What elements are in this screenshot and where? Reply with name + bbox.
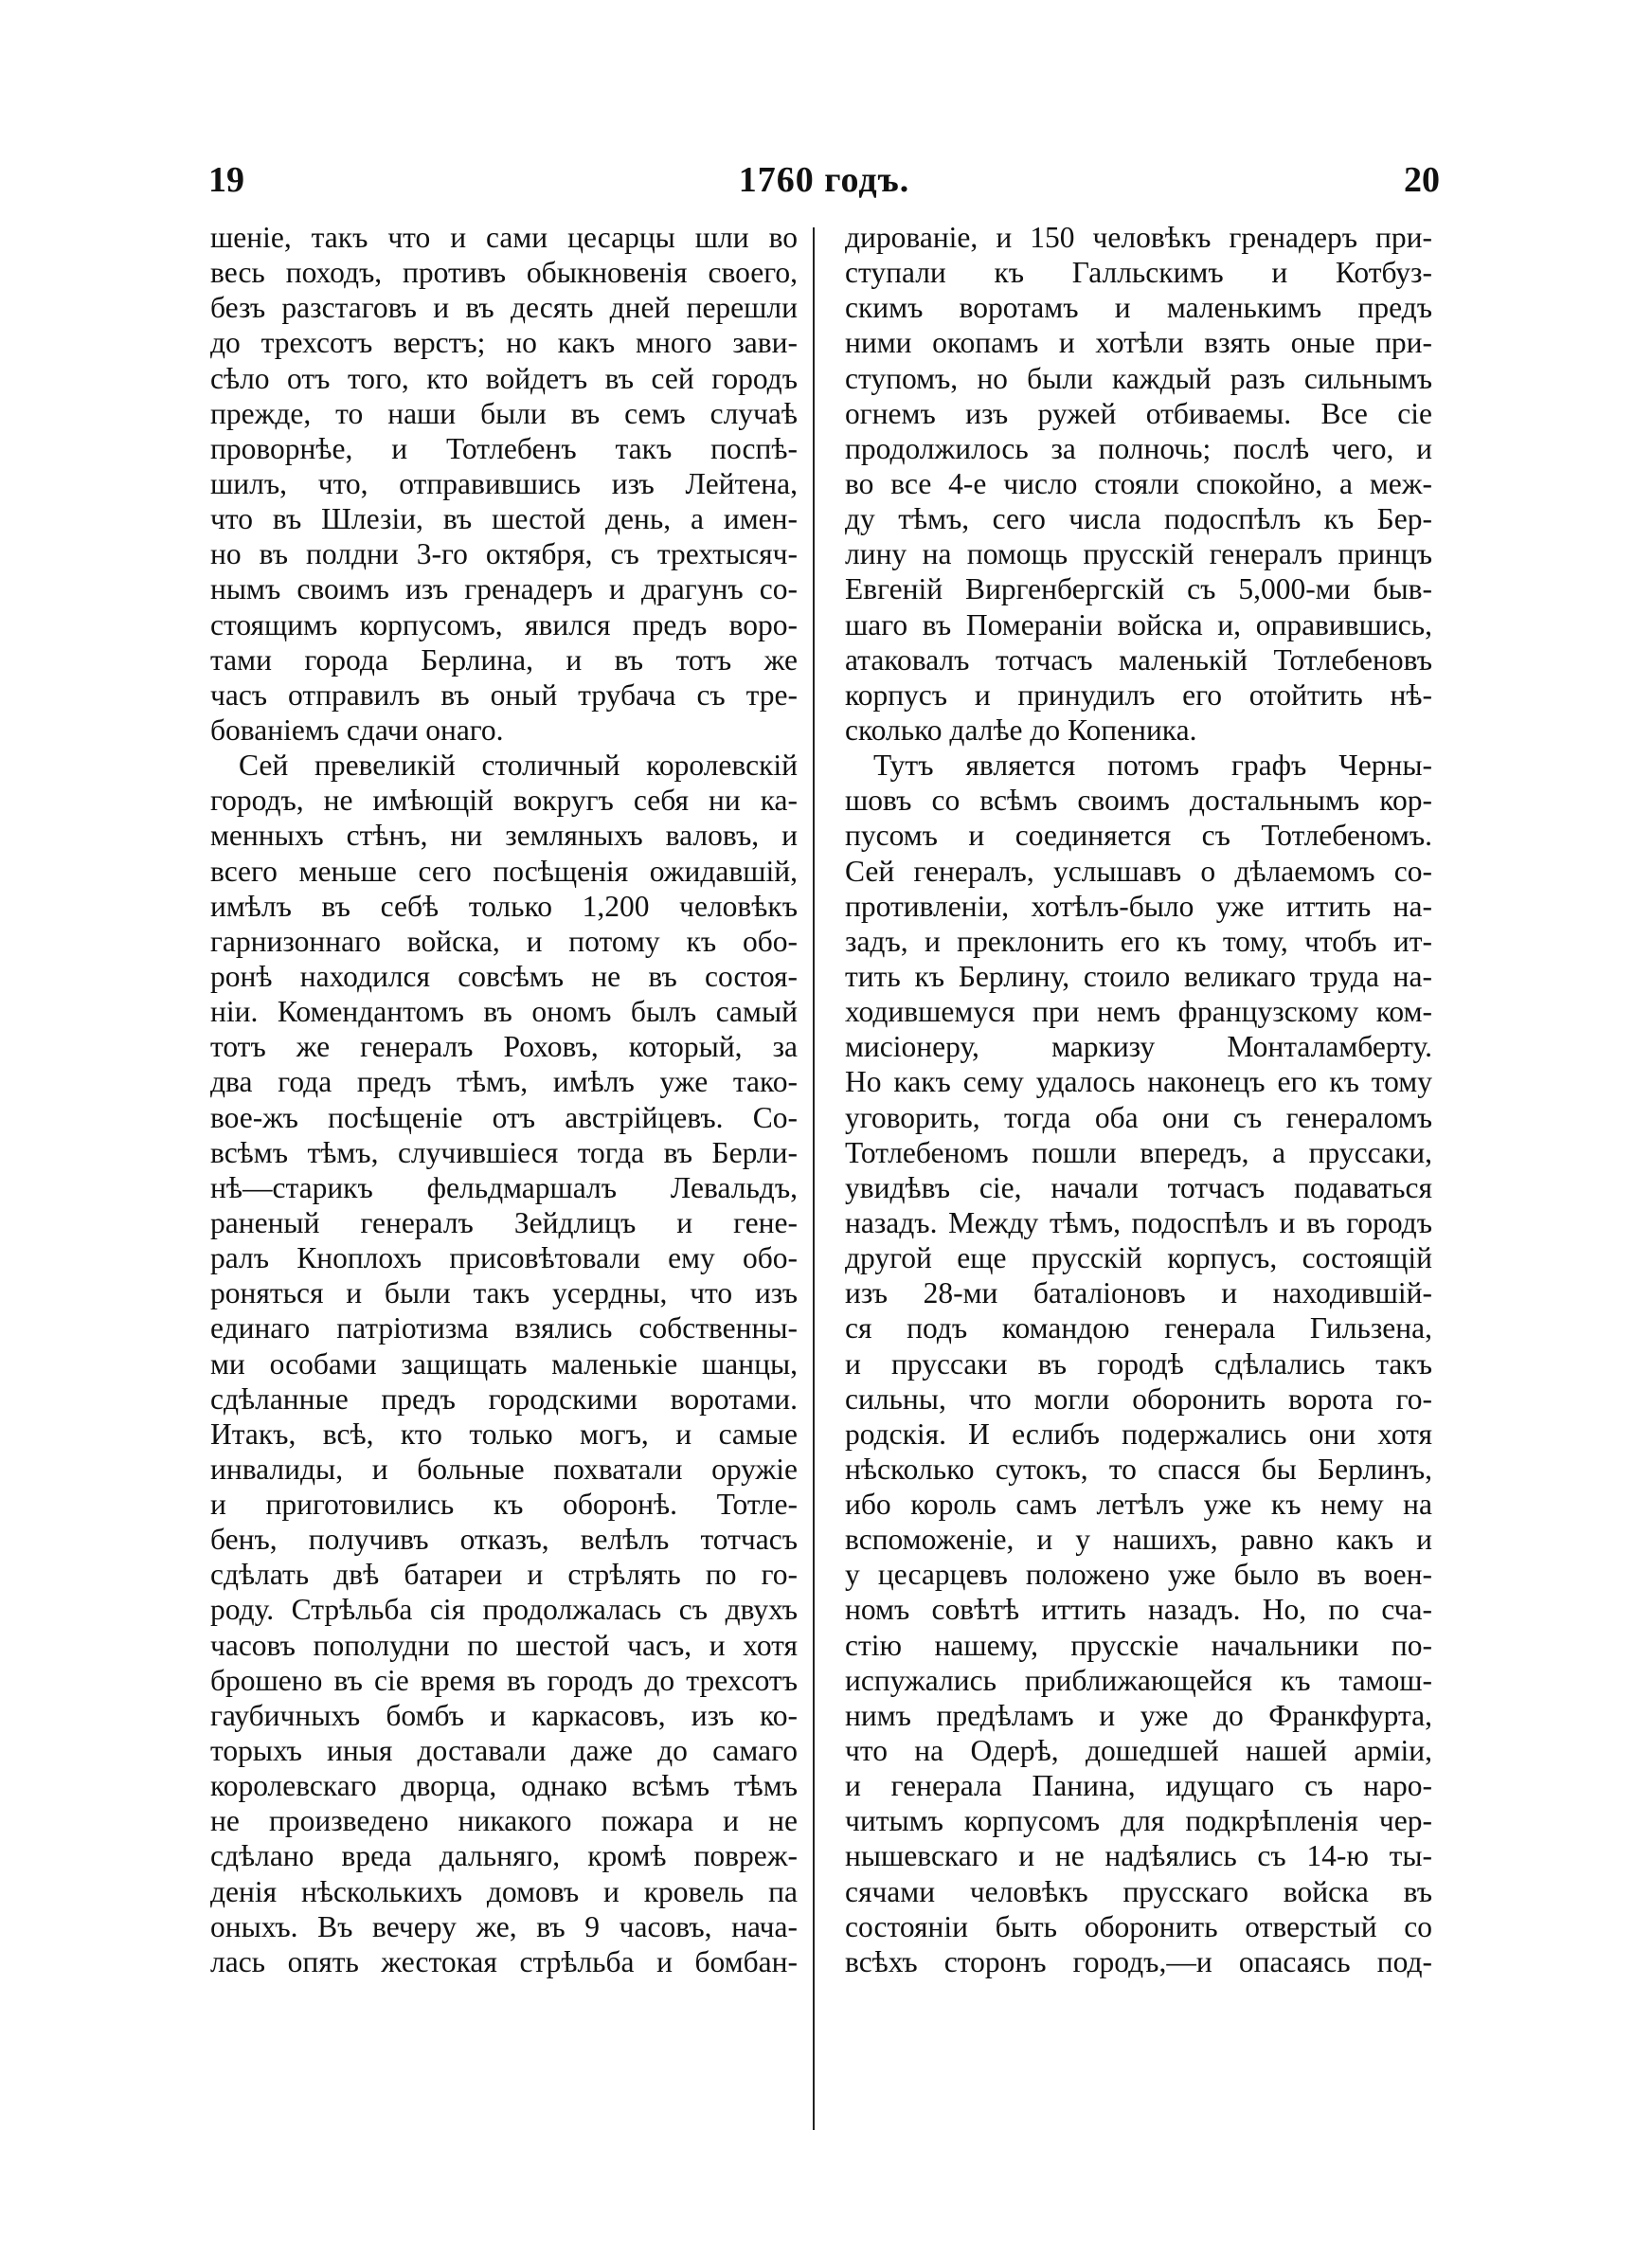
text-line: вспоможеніе, и у нашихъ, равно какъ и	[845, 1523, 1432, 1557]
text-line: Евгеній Виргенбергскій съ 5,000-ми быв-	[845, 572, 1432, 606]
text-line: два года предъ тѣмъ, имѣлъ уже тако-	[210, 1065, 798, 1099]
text-line: и приготовились къ оборонѣ. Тотле-	[210, 1488, 798, 1522]
text-line: раненый генералъ Зейдлицъ и гене-	[210, 1205, 798, 1239]
text-line: состояніи быть оборонить отверстый со	[845, 1909, 1432, 1943]
text-line: дированіе, и 150 человѣкъ гренадеръ при-	[845, 221, 1432, 254]
text-line: задъ, и преклонить его къ тому, чтобъ ит-	[845, 924, 1432, 958]
text-line: испужались приближающейся къ тамош-	[845, 1663, 1432, 1697]
text-line: огнемъ изъ ружей отбиваемы. Все сіе	[845, 396, 1432, 430]
text-line: тами города Берлина, и въ тотъ же	[210, 642, 798, 677]
text-line: сдѣлано вреда дальняго, кромѣ повреж-	[210, 1839, 798, 1873]
text-line: и пруссаки въ городѣ сдѣлались такъ	[845, 1346, 1432, 1381]
text-line: оныхъ. Въ вечеру же, въ 9 часовъ, нача-	[210, 1909, 798, 1943]
text-line: всего меньше сего посѣщенія ожидавшій,	[210, 854, 798, 888]
column-divider	[813, 227, 815, 2130]
text-line: скимъ воротамъ и маленькимъ предъ	[845, 291, 1432, 325]
text-line: нимъ предѣламъ и уже до Франкфурта,	[845, 1698, 1432, 1732]
text-line: стоящимъ корпусомъ, явился предъ воро-	[210, 607, 798, 641]
text-line: ми особами защищать маленькіе шанцы,	[210, 1346, 798, 1381]
text-line: ними окопамъ и хотѣли взять оные при-	[845, 326, 1432, 360]
text-line: лась опять жестокая стрѣльба и бомбан-	[210, 1944, 798, 1978]
text-line: ралъ Кноплохъ присовѣтовали ему обо-	[210, 1241, 798, 1275]
text-line: шилъ, что, отправившись изъ Лейтена,	[210, 466, 798, 500]
text-line: гаубичныхъ бомбъ и каркасовъ, изъ ко-	[210, 1698, 798, 1732]
text-line: назадъ. Между тѣмъ, подоспѣлъ и въ городъ	[845, 1205, 1432, 1239]
text-line: роду. Стрѣльба сія продолжалась съ двухъ	[210, 1593, 798, 1627]
text-line: Итакъ, всѣ, кто только могъ, и самые	[210, 1417, 798, 1451]
text-line: всѣхъ сторонъ городъ,—и опасаясь под-	[845, 1944, 1432, 1978]
text-line: тить къ Берлину, стоило великаго труда на-	[845, 959, 1432, 993]
text-line: бованіемъ сдачи онаго.	[210, 713, 504, 747]
text-line: Тотлебеномъ пошли впередъ, а пруссаки,	[845, 1135, 1432, 1169]
text-line: часовъ пополудни по шестой часъ, и хотя	[210, 1628, 798, 1662]
text-line: ронѣ находился совсѣмъ не въ состоя-	[210, 959, 798, 993]
text-line: проворнѣе, и Тотлебенъ такъ поспѣ-	[210, 431, 798, 465]
text-line: Но какъ сему удалось наконецъ его къ тому	[845, 1065, 1432, 1099]
text-line: стію нашему, прусскіе начальники по-	[845, 1628, 1432, 1662]
text-line: атаковалъ тотчасъ маленькій Тотлебеновъ	[845, 642, 1432, 677]
text-line: Сей генералъ, услышавъ о дѣлаемомъ со-	[845, 854, 1432, 888]
text-line: пусомъ и соединяется съ Тотлебеномъ.	[845, 819, 1432, 853]
text-line: инвалиды, и больные похватали оружіе	[210, 1452, 798, 1486]
text-line: нѣ—старикъ фельдмаршалъ Левальдъ,	[210, 1170, 798, 1204]
text-line: и генерала Панина, идущаго съ наро-	[845, 1769, 1432, 1803]
text-line: уговорить, тогда оба они съ генераломъ	[845, 1100, 1432, 1134]
text-line: сколько далѣе до Копеника.	[845, 713, 1197, 747]
text-line: но въ полдни 3-го октября, съ трехтысяч-	[210, 537, 798, 571]
text-line: номъ совѣтѣ иттить назадъ. Но, по сча-	[845, 1593, 1432, 1627]
text-line: ду тѣмъ, сего числа подоспѣлъ къ Бер-	[845, 502, 1432, 536]
text-line: шаго въ Помераніи войска и, оправившись,	[845, 607, 1432, 641]
text-line: другой еще прусскій корпусъ, состоящій	[845, 1241, 1432, 1275]
text-line: сильны, что могли оборонить ворота го-	[845, 1381, 1432, 1416]
text-line: часъ отправилъ въ оный трубача съ тре-	[210, 677, 798, 712]
running-title: 1760 годъ.	[738, 160, 910, 200]
text-line: ся подъ командою генерала Гильзена,	[845, 1311, 1432, 1345]
text-line: изъ 28-ми баталіоновъ и находившій-	[845, 1276, 1432, 1310]
text-line: увидѣвъ сіе, начали тотчасъ подаваться	[845, 1170, 1432, 1204]
text-line: до трехсотъ верстъ; но какъ много зави-	[210, 326, 798, 360]
text-line: нѣсколько сутокъ, то спасся бы Берлинъ,	[845, 1452, 1432, 1486]
text-line: во все 4-е число стояли спокойно, а меж-	[845, 466, 1432, 500]
left-column	[210, 220, 798, 1979]
text-line: сѣло отъ того, кто войдетъ въ сей городъ	[210, 361, 798, 395]
text-line: нымъ своимъ изъ гренадеръ и драгунъ со-	[210, 572, 798, 606]
text-line: мисіонеру, маркизу Монталамберту.	[845, 1030, 1432, 1064]
text-line: читымъ корпусомъ для подкрѣпленія чер-	[845, 1804, 1432, 1838]
text-line: всѣмъ тѣмъ, случившіеся тогда въ Берли-	[210, 1135, 798, 1169]
text-line: менныхъ стѣнъ, ни земляныхъ валовъ, и	[210, 819, 798, 853]
text-line: сячами человѣкъ прусскаго войска въ	[845, 1874, 1432, 1908]
text-line: корпусъ и принудилъ его отойтить нѣ-	[845, 677, 1432, 712]
text-line: Сей превеликій столичный королевскій	[239, 749, 798, 783]
text-line: сдѣланные предъ городскими воротами.	[210, 1381, 798, 1416]
text-line: гарнизоннаго войска, и потому къ обо-	[210, 924, 798, 958]
text-line: городъ, не имѣющій вокругъ себя ни ка-	[210, 784, 798, 818]
text-line: торыхъ иныя доставали даже до самаго	[210, 1734, 798, 1768]
text-line: что въ Шлезіи, въ шестой день, а имен-	[210, 502, 798, 536]
text-line: бенъ, получивъ отказъ, велѣлъ тотчасъ	[210, 1523, 798, 1557]
text-line: ибо король самъ летѣлъ уже къ нему на	[845, 1488, 1432, 1522]
text-line: прежде, то наши были въ семъ случаѣ	[210, 396, 798, 430]
text-line: ніи. Комендантомъ въ ономъ былъ самый	[210, 995, 798, 1029]
text-line: денія нѣсколькихъ домовъ и кровель па	[210, 1874, 798, 1908]
text-line: Тутъ является потомъ графъ Черны-	[873, 749, 1432, 783]
text-line: лину на помощь прусскій генералъ принцъ	[845, 537, 1432, 571]
text-line: ходившемуся при немъ французскому ком-	[845, 995, 1432, 1029]
text-line: шовъ со всѣмъ своимъ достальнымъ кор-	[845, 784, 1432, 818]
text-line: безъ разстаговъ и въ десять дней перешли	[210, 291, 798, 325]
right-column	[845, 220, 1432, 1979]
text-line: у цесарцевъ положено уже было въ воен-	[845, 1558, 1432, 1592]
text-line: брошено въ сіе время въ городъ до трехсотъ	[210, 1663, 798, 1697]
page-header	[208, 159, 1440, 216]
page-number-left: 19	[208, 160, 244, 200]
text-line: ступали къ Галльскимъ и Котбуз-	[845, 256, 1432, 290]
page-number-right: 20	[1404, 160, 1440, 200]
text-line: весь походъ, противъ обыкновенія своего,	[210, 256, 798, 290]
text-line: единаго патріотизма взялись собственны-	[210, 1311, 798, 1345]
text-line: родскія. И еслибъ подержались они хотя	[845, 1417, 1432, 1451]
text-line: ступомъ, но были каждый разъ сильнымъ	[845, 361, 1432, 395]
text-line: нышевскаго и не надѣялись съ 14-ю ты-	[845, 1839, 1432, 1873]
text-line: вое-жъ посѣщеніе отъ австрійцевъ. Со-	[210, 1100, 798, 1134]
text-line: продолжилось за полночь; послѣ чего, и	[845, 431, 1432, 465]
text-line: что на Одерѣ, дошедшей нашей арміи,	[845, 1734, 1432, 1768]
text-line: сдѣлать двѣ батареи и стрѣлять по го-	[210, 1558, 798, 1592]
text-line: королевскаго дворца, однако всѣмъ тѣмъ	[210, 1769, 798, 1803]
text-line: имѣлъ въ себѣ только 1,200 человѣкъ	[210, 889, 798, 923]
text-line: тотъ же генералъ Роховъ, который, за	[210, 1030, 798, 1064]
text-line: роняться и были такъ усердны, что изъ	[210, 1276, 798, 1310]
text-line: не произведено никакого пожара и не	[210, 1804, 798, 1838]
text-line: шеніе, такъ что и сами цесарцы шли во	[210, 221, 798, 254]
text-line: противленіи, хотѣлъ-было уже иттить на-	[845, 889, 1432, 923]
